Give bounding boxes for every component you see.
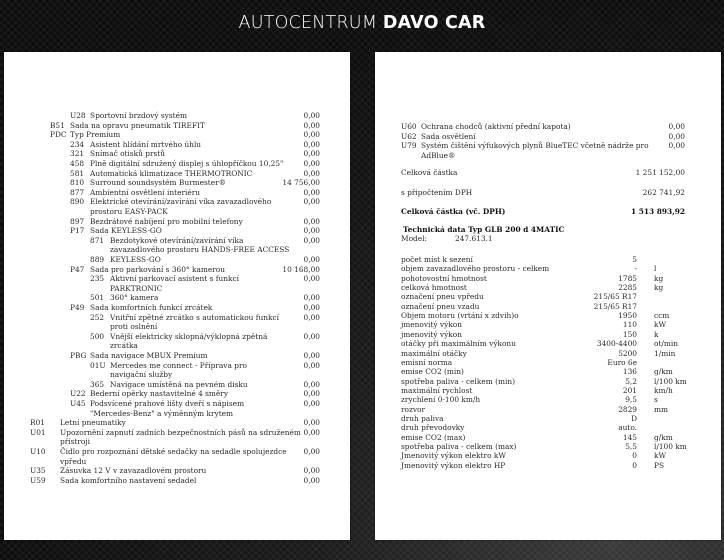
spec-label: jmenovitý výkon [401,320,462,330]
spec-value: D [631,413,637,423]
option-description: Sada na opravu pneumatik TIREFIT [70,120,205,130]
spec-value: 3400-4400 [596,339,637,349]
spec-value: 5,2 [625,376,637,386]
spec-label: maximální otáčky [401,348,467,358]
brand-title-bold: DAVO CAR [382,13,486,33]
option-description: KEYLESS-GO [110,255,161,264]
option-description-continued: zrcátka [110,341,138,351]
option-price: 10 168,00 [282,264,320,274]
total-value: 1 513 893,92 [630,207,685,216]
option-price: 0,00 [303,331,320,341]
option-price: 0,00 [303,379,320,389]
option-description: Bezdrátové nabíjení pro mobilní telefony [90,216,243,226]
option-code: R01 [30,418,45,428]
option-code: U10 [30,447,46,456]
spec-value: 1785 [618,273,637,283]
option-description: Sada komfortního nastavení sedadel [60,475,197,485]
option-code: 01U [90,360,106,370]
option-price: 0,00 [303,120,320,130]
option-price: 0,00 [303,447,320,456]
spec-value: 0 [632,460,637,470]
spec-unit: l/100 km [654,442,687,451]
option-description: Ochrana chodců (aktivní přední kapota) [421,122,571,131]
option-description-continued: zavazadlového prostoru HANDS-FREE ACCESS [110,245,290,255]
option-description: Vnější elektricky sklopná/výklopná zpětná [110,331,268,341]
option-description-continued: PARKTRONIC [110,283,163,293]
spec-label: otáčky při maximálním výkonu [401,339,516,349]
option-code: 458 [70,159,85,168]
option-description: Ambientní osvětlení interiéru [90,187,201,197]
option-code: 321 [70,149,85,159]
left-document-page [4,52,350,540]
option-description-continued: AdBlue® [421,150,456,160]
brand-title [0,13,724,33]
spec-value: 2285 [618,283,637,293]
option-description-continued: přístroji [60,437,91,447]
option-code: U35 [30,466,46,476]
spec-unit: ccm [654,311,670,321]
option-description-continued: proti oslnění [110,322,158,332]
option-code: P17 [70,226,85,236]
spec-unit: s [654,395,658,405]
option-price: 0,00 [303,360,320,370]
spec-label: celková hmotnost [401,283,467,293]
option-price: 0,00 [303,312,320,322]
option-price: 0,00 [303,255,320,264]
spec-label: druh paliva [401,413,444,423]
spec-label: Jmenovitý výkon elektro HP [401,460,506,470]
option-description: Sada pro parkování s 360° kamerou [90,264,225,274]
option-price: 0,00 [303,475,320,485]
option-description: Sada navigace MBUX Premium [90,351,208,360]
spec-value: 5200 [618,348,637,358]
option-price: 0,00 [303,351,320,360]
option-code: PBG [70,351,87,360]
option-price: 0,00 [303,130,320,140]
option-code: 877 [70,187,85,197]
option-code: 871 [90,235,105,245]
option-price: 0,00 [303,293,320,303]
option-price: 0,00 [303,216,320,226]
option-description: Elektrické otevírání/zavírání víka zavazadlového [90,197,272,207]
option-code: P47 [70,264,85,274]
option-code: U59 [30,475,46,485]
option-description: Sada KEYLESS-GO [90,226,162,236]
spec-label: označení pneu vpředu [401,292,484,302]
option-price: 0,00 [303,197,320,207]
option-description-continued: vpředu [60,456,87,466]
right-document-page [375,52,721,540]
option-code: U45 [70,399,86,408]
model-value: 247.613.1 [455,234,493,243]
option-price: 0,00 [303,168,320,178]
option-code: 890 [70,197,85,207]
option-code: PDC [50,130,67,140]
option-code: 581 [70,168,85,178]
option-description: Bederní opěrky nastavitelné 4 směry [90,389,229,399]
option-price: 14 756,00 [282,178,320,188]
option-code: 810 [70,178,85,188]
spec-value: - [634,264,637,274]
option-description: Čidlo pro rozpoznání dětské sedačky na sedadle spolujezdce [60,447,287,456]
spec-unit: ot/min [654,339,679,349]
spec-value: 5,5 [625,442,637,451]
option-code: 234 [70,139,85,149]
option-code: 365 [90,379,105,389]
spec-value: auto. [618,423,637,433]
option-description: Asistent hlídání mrtvého úhlu [90,139,202,149]
spec-value: 110 [622,320,637,330]
option-code: 235 [90,274,105,284]
option-description: Sada osvětlení [421,131,476,141]
model-label: Model: [401,234,427,243]
option-description: Upozornění zapnutí zadních bezpečnostních pásů na sdruženém [60,427,301,437]
spec-unit: kW [654,451,667,461]
option-description: Typ Premium [70,130,121,140]
option-description: 360° kamera [110,293,159,303]
option-code: U79 [401,141,417,151]
spec-label: emise CO2 (max) [401,432,466,442]
spec-value: Euro 6e [607,357,637,367]
tech-data-title: Technická data Typ GLB 200 d 4MATIC [403,225,565,234]
spec-unit: k [654,329,659,339]
option-description: Surround soundsystém Burmester® [90,178,227,188]
option-code: U60 [401,122,417,131]
spec-value: 9,5 [625,395,637,405]
option-price: 0,00 [303,274,320,284]
subtotal-value: 1 251 152,00 [635,168,685,177]
spec-label: Objem motoru (vrtání x zdvih)o [401,311,519,321]
spec-unit: mm [654,404,669,414]
option-description: Plně digitální sdružený displej s úhlopříčkou 10,25" [90,159,284,168]
spec-label: počet míst k sezení [401,255,473,264]
spec-value: 150 [622,329,637,339]
option-description: Sportovní brzdový systém [90,111,187,120]
spec-unit: g/km [654,367,673,377]
option-code: U22 [70,389,86,399]
option-description-continued: prostoru EASY-PACK [90,207,168,216]
spec-label: druh převodovky [401,423,465,433]
option-price: 0,00 [303,418,320,428]
option-description: Snímač otisků prstů [90,149,166,159]
spec-unit: l/100 km [654,376,687,386]
spec-value: 145 [622,432,637,442]
option-price: 0,00 [668,131,685,141]
option-price: 0,00 [303,466,320,476]
option-code: 897 [70,216,85,226]
spec-value: 136 [622,367,637,377]
spec-label: rozvor [401,404,426,414]
spec-unit: l [654,264,657,274]
spec-label: objem zavazadlového prostoru - celkem [401,264,550,274]
subtotal-label: Celková částka [401,168,458,177]
option-price: 0,00 [303,187,320,197]
spec-unit: km/h [654,385,673,395]
spec-unit: kW [654,320,667,330]
option-price: 0,00 [303,226,320,236]
spec-value: 5 [632,255,637,264]
option-description-continued: navigační služby [110,370,173,380]
option-description: Navigace umístěná na pevném disku [110,379,248,389]
option-price: 0,00 [303,427,320,437]
spec-unit: kg [654,283,664,293]
spec-label: emisní norma [401,357,453,367]
option-code: P49 [70,303,85,312]
option-description-continued: "Mercedes-Benz" a výměnným krytem [90,408,234,418]
option-code: U62 [401,131,417,141]
option-price: 0,00 [303,389,320,399]
spec-value: 215/65 R17 [593,292,637,302]
brand-title-light: AUTOCENTRUM [238,13,383,33]
option-price: 0,00 [303,399,320,408]
spec-unit: PS [654,460,665,470]
spec-value: 215/65 R17 [593,301,637,311]
option-code: 500 [90,331,105,341]
option-description: Aktivní parkovací asistent s funkcí [110,274,239,284]
spec-label: emise CO2 (min) [401,367,464,377]
option-code: 501 [90,293,105,303]
spec-label: spotřeba paliva - celkem (min) [401,376,515,386]
spec-label: zrychlení 0-100 km/h [401,395,481,405]
option-description: Systém čištění výfukových plynů BlueTEC včetně nádrže pro [421,141,649,151]
option-price: 0,00 [303,235,320,245]
spec-label: označení pneu vzadu [401,301,480,311]
option-code: 252 [90,312,105,322]
option-description: Sada komfortních funkcí zrcátek [90,303,213,312]
option-price: 0,00 [668,122,685,131]
option-description: Vnitřní zpětné zrcátko s automatickou funkcí [110,312,279,322]
spec-label: maximální rychlost [401,385,473,395]
option-code: U28 [70,111,86,120]
option-price: 0,00 [303,303,320,312]
option-description: Bezdotykové otevírání/zavírání víka [110,235,244,245]
option-description: Letní pneumatiky [60,418,126,428]
spec-label: spotřeba paliva - celkem (max) [401,442,517,451]
option-code: B51 [50,120,65,130]
spec-label: pohotovostní hmotnost [401,273,487,283]
vat-value: 262 741,92 [642,188,685,197]
option-price: 0,00 [668,141,685,151]
spec-value: 1950 [618,311,637,321]
option-description: Automatická klimatizace THERMOTRONIC [90,168,253,178]
spec-value: 0 [632,451,637,461]
spec-label: jmenovitý výkon [401,329,462,339]
option-price: 0,00 [303,149,320,159]
spec-unit: g/km [654,432,673,442]
vat-label: s připočtením DPH [401,188,473,197]
spec-label: Jmenovitý výkon elektro kW [401,451,506,461]
option-description: Mercedes me connect - Příprava pro [110,360,247,370]
option-price: 0,00 [303,111,320,120]
option-code: U01 [30,427,46,437]
spec-unit: kg [654,273,664,283]
option-code: 889 [90,255,105,264]
option-price: 0,00 [303,159,320,168]
total-label: Celková částka (vč. DPH) [401,207,506,216]
spec-value: 201 [622,385,637,395]
option-price: 0,00 [303,139,320,149]
spec-value: 2829 [618,404,637,414]
spec-unit: 1/min [654,348,676,358]
option-description: Podsvícené prahové lišty dveří s nápisem [90,399,245,408]
option-description: Zásuvka 12 V v zavazadlovém prostoru [60,466,207,476]
